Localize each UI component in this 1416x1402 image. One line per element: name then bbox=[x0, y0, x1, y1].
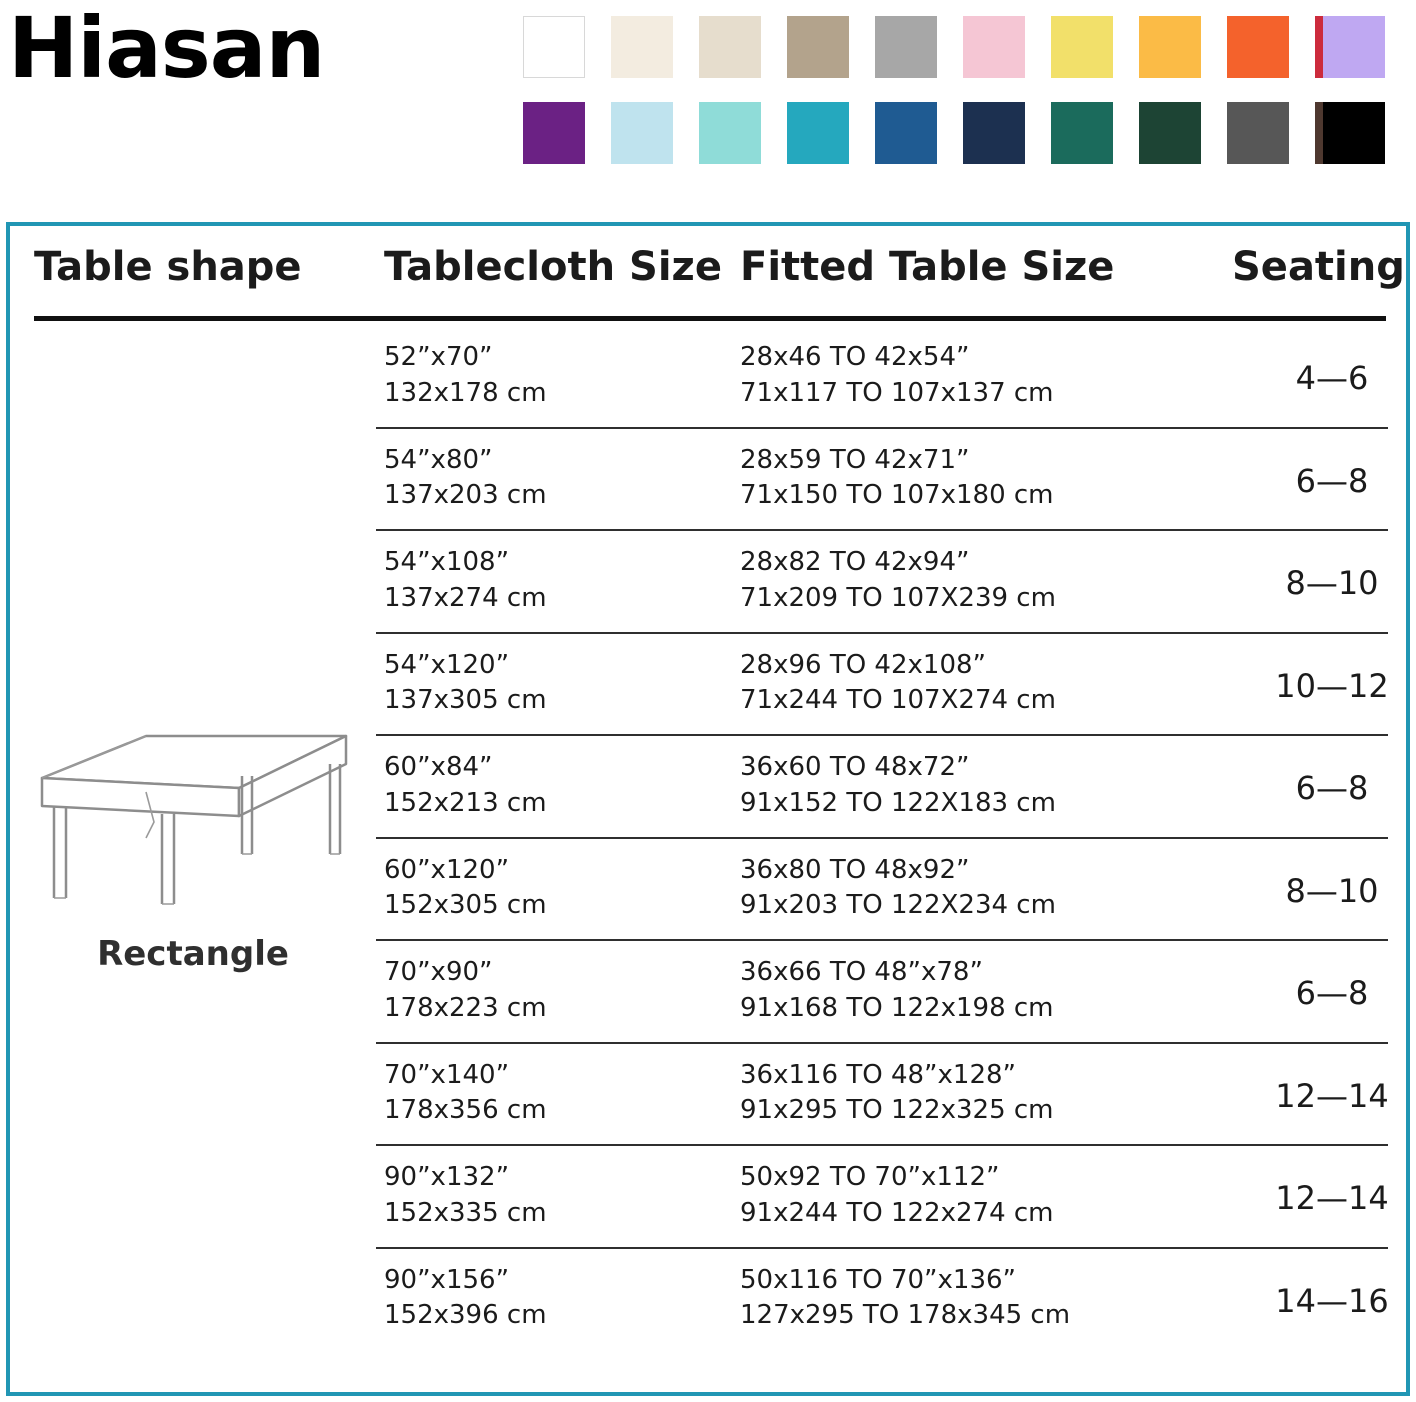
cell-fitted-table-size bbox=[740, 443, 1054, 515]
fitted-cm: 71x150 TO 107x180 cm bbox=[740, 480, 1054, 511]
cell-seating: 12—14 bbox=[1275, 1179, 1389, 1217]
cloth-inches: 54”x80” bbox=[384, 444, 493, 475]
shape-label-rectangle: Rectangle bbox=[97, 934, 289, 974]
cell-seating: 4—6 bbox=[1295, 359, 1369, 397]
cloth-inches: 70”x90” bbox=[384, 957, 493, 987]
swatch-cell bbox=[1038, 90, 1126, 176]
cloth-cm: 152x335 cm bbox=[384, 1197, 547, 1228]
cloth-inches: 60”x84” bbox=[384, 752, 493, 782]
swatch-cell bbox=[1310, 4, 1398, 90]
swatch-cell bbox=[686, 4, 774, 90]
cell-tablecloth-size bbox=[384, 1160, 547, 1232]
swatch-cell bbox=[862, 90, 950, 176]
fitted-cm: 127x295 TO 178x345 cm bbox=[740, 1300, 1071, 1331]
color-swatch-taupe bbox=[787, 16, 849, 78]
fitted-inches: 50x92 TO 70”x112” bbox=[740, 1162, 1000, 1192]
fitted-inches: 28x96 TO 42x108” bbox=[740, 649, 986, 680]
swatch-cell bbox=[774, 90, 862, 176]
table-row bbox=[376, 429, 1388, 532]
color-swatch-purple bbox=[523, 102, 585, 164]
color-swatch-dark-green bbox=[1139, 102, 1201, 164]
cloth-cm: 137x274 cm bbox=[384, 582, 547, 613]
color-swatch-gold bbox=[1139, 16, 1201, 78]
cloth-cm: 178x356 cm bbox=[384, 1095, 547, 1126]
table-row bbox=[376, 1249, 1388, 1350]
color-swatch-navy bbox=[963, 102, 1025, 164]
swatch-cell bbox=[510, 90, 598, 176]
table-row bbox=[376, 736, 1388, 839]
swatch-cell bbox=[1126, 90, 1214, 176]
cloth-inches: 52”x70” bbox=[384, 342, 493, 372]
cell-tablecloth-size bbox=[384, 1058, 547, 1130]
swatch-cell bbox=[862, 4, 950, 90]
color-swatch-pink bbox=[963, 16, 1025, 78]
size-chart-inner bbox=[28, 244, 1405, 1378]
swatch-cell bbox=[950, 4, 1038, 90]
color-swatch-gray bbox=[875, 16, 937, 78]
cell-fitted-table-size bbox=[740, 1058, 1054, 1130]
header-divider bbox=[34, 316, 1386, 321]
cell-seating: 8—10 bbox=[1285, 871, 1379, 910]
color-swatch-beige bbox=[699, 16, 761, 78]
cell-tablecloth-size bbox=[384, 648, 547, 720]
cloth-cm: 137x305 cm bbox=[384, 685, 547, 716]
cloth-inches: 54”x120” bbox=[384, 649, 510, 680]
cloth-cm: 178x223 cm bbox=[384, 992, 547, 1023]
column-header-tablecloth-size: Tablecloth Size bbox=[384, 244, 722, 290]
fitted-inches: 28x59 TO 42x71” bbox=[740, 444, 970, 475]
fitted-cm: 91x168 TO 122x198 cm bbox=[740, 992, 1054, 1023]
cloth-cm: 152x396 cm bbox=[384, 1300, 547, 1331]
swatch-cell bbox=[1214, 4, 1302, 90]
column-header-fitted-table-size: Fitted Table Size bbox=[740, 244, 1115, 290]
cell-fitted-table-size bbox=[740, 648, 1056, 720]
rectangle-table-illustration bbox=[34, 726, 354, 916]
fitted-cm: 71x117 TO 107x137 cm bbox=[740, 377, 1054, 408]
cell-fitted-table-size bbox=[740, 340, 1054, 412]
fitted-cm: 91x295 TO 122x325 cm bbox=[740, 1095, 1054, 1126]
swatch-cell bbox=[1126, 4, 1214, 90]
color-swatch-charcoal bbox=[1227, 102, 1289, 164]
color-swatch-yellow bbox=[1051, 16, 1113, 78]
fitted-inches: 36x66 TO 48”x78” bbox=[740, 957, 983, 987]
fitted-inches: 28x46 TO 42x54” bbox=[740, 342, 970, 372]
cell-seating: 10—12 bbox=[1275, 666, 1389, 705]
table-row bbox=[376, 634, 1388, 737]
fitted-inches: 36x80 TO 48x92” bbox=[740, 854, 970, 885]
column-header-seating: Seating bbox=[1232, 244, 1405, 290]
size-rows bbox=[376, 326, 1388, 1378]
table-header-row bbox=[28, 244, 1405, 314]
swatch-cell bbox=[1038, 4, 1126, 90]
cell-seating: 6—8 bbox=[1295, 974, 1369, 1012]
color-swatch-ivory bbox=[611, 16, 673, 78]
fitted-cm: 91x244 TO 122x274 cm bbox=[740, 1197, 1054, 1228]
cell-tablecloth-size bbox=[384, 1263, 547, 1335]
cell-tablecloth-size bbox=[384, 340, 547, 412]
brand-logo: Hiasan bbox=[8, 0, 325, 97]
cloth-inches: 90”x156” bbox=[384, 1264, 510, 1295]
color-swatch-white bbox=[523, 16, 585, 78]
swatch-cell bbox=[598, 90, 686, 176]
color-swatch-orange bbox=[1227, 16, 1289, 78]
swatch-cell bbox=[598, 4, 686, 90]
table-row bbox=[376, 531, 1388, 634]
table-body bbox=[28, 326, 1388, 1378]
swatch-cell bbox=[1214, 90, 1302, 176]
color-swatch-lavender bbox=[1323, 16, 1385, 78]
cell-seating: 6—8 bbox=[1295, 461, 1369, 500]
cell-fitted-table-size bbox=[740, 1263, 1070, 1335]
color-swatch-teal bbox=[787, 102, 849, 164]
swatch-cell bbox=[1310, 90, 1398, 176]
fitted-inches: 28x82 TO 42x94” bbox=[740, 547, 970, 577]
table-shape-column bbox=[28, 326, 376, 1378]
cell-fitted-table-size bbox=[740, 853, 1056, 925]
color-swatch-black bbox=[1323, 102, 1385, 164]
swatch-cell bbox=[510, 4, 598, 90]
cloth-inches: 54”x108” bbox=[384, 547, 510, 577]
cell-tablecloth-size bbox=[384, 750, 547, 822]
fitted-cm: 91x152 TO 122X183 cm bbox=[740, 787, 1056, 818]
cell-tablecloth-size bbox=[384, 955, 547, 1027]
table-row bbox=[376, 941, 1388, 1044]
cell-seating: 6—8 bbox=[1295, 769, 1369, 807]
cell-fitted-table-size bbox=[740, 750, 1056, 822]
swatch-cell bbox=[774, 4, 862, 90]
cloth-inches: 70”x140” bbox=[384, 1059, 510, 1090]
color-swatch-aqua bbox=[699, 102, 761, 164]
cell-fitted-table-size bbox=[740, 955, 1054, 1027]
color-swatch-denim-blue bbox=[875, 102, 937, 164]
cell-fitted-table-size bbox=[740, 545, 1056, 617]
color-swatch-grid bbox=[510, 4, 1390, 176]
fitted-cm: 71x209 TO 107X239 cm bbox=[740, 582, 1056, 613]
swatch-cell bbox=[686, 90, 774, 176]
fitted-cm: 91x203 TO 122X234 cm bbox=[740, 890, 1056, 921]
size-chart-box bbox=[6, 222, 1410, 1396]
color-swatch-emerald bbox=[1051, 102, 1113, 164]
fitted-inches: 36x116 TO 48”x128” bbox=[740, 1059, 1017, 1090]
cell-seating: 8—10 bbox=[1285, 564, 1379, 602]
table-row bbox=[376, 1146, 1388, 1249]
cloth-inches: 60”x120” bbox=[384, 854, 510, 885]
cell-fitted-table-size bbox=[740, 1160, 1054, 1232]
table-row bbox=[376, 326, 1388, 429]
fitted-inches: 36x60 TO 48x72” bbox=[740, 752, 970, 782]
fitted-inches: 50x116 TO 70”x136” bbox=[740, 1264, 1017, 1295]
column-header-table-shape: Table shape bbox=[34, 244, 302, 290]
cloth-cm: 152x305 cm bbox=[384, 890, 547, 921]
swatch-cell bbox=[950, 90, 1038, 176]
cloth-cm: 132x178 cm bbox=[384, 377, 547, 408]
table-row bbox=[376, 839, 1388, 942]
table-row bbox=[376, 1044, 1388, 1147]
cell-tablecloth-size bbox=[384, 443, 547, 515]
header-banner bbox=[0, 0, 1416, 180]
cloth-inches: 90”x132” bbox=[384, 1162, 510, 1192]
cell-tablecloth-size bbox=[384, 853, 547, 925]
cloth-cm: 152x213 cm bbox=[384, 787, 547, 818]
cell-tablecloth-size bbox=[384, 545, 547, 617]
color-swatch-light-blue bbox=[611, 102, 673, 164]
cloth-cm: 137x203 cm bbox=[384, 480, 547, 511]
fitted-cm: 71x244 TO 107X274 cm bbox=[740, 685, 1056, 716]
cell-seating: 12—14 bbox=[1275, 1076, 1389, 1115]
cell-seating: 14—16 bbox=[1275, 1281, 1389, 1320]
